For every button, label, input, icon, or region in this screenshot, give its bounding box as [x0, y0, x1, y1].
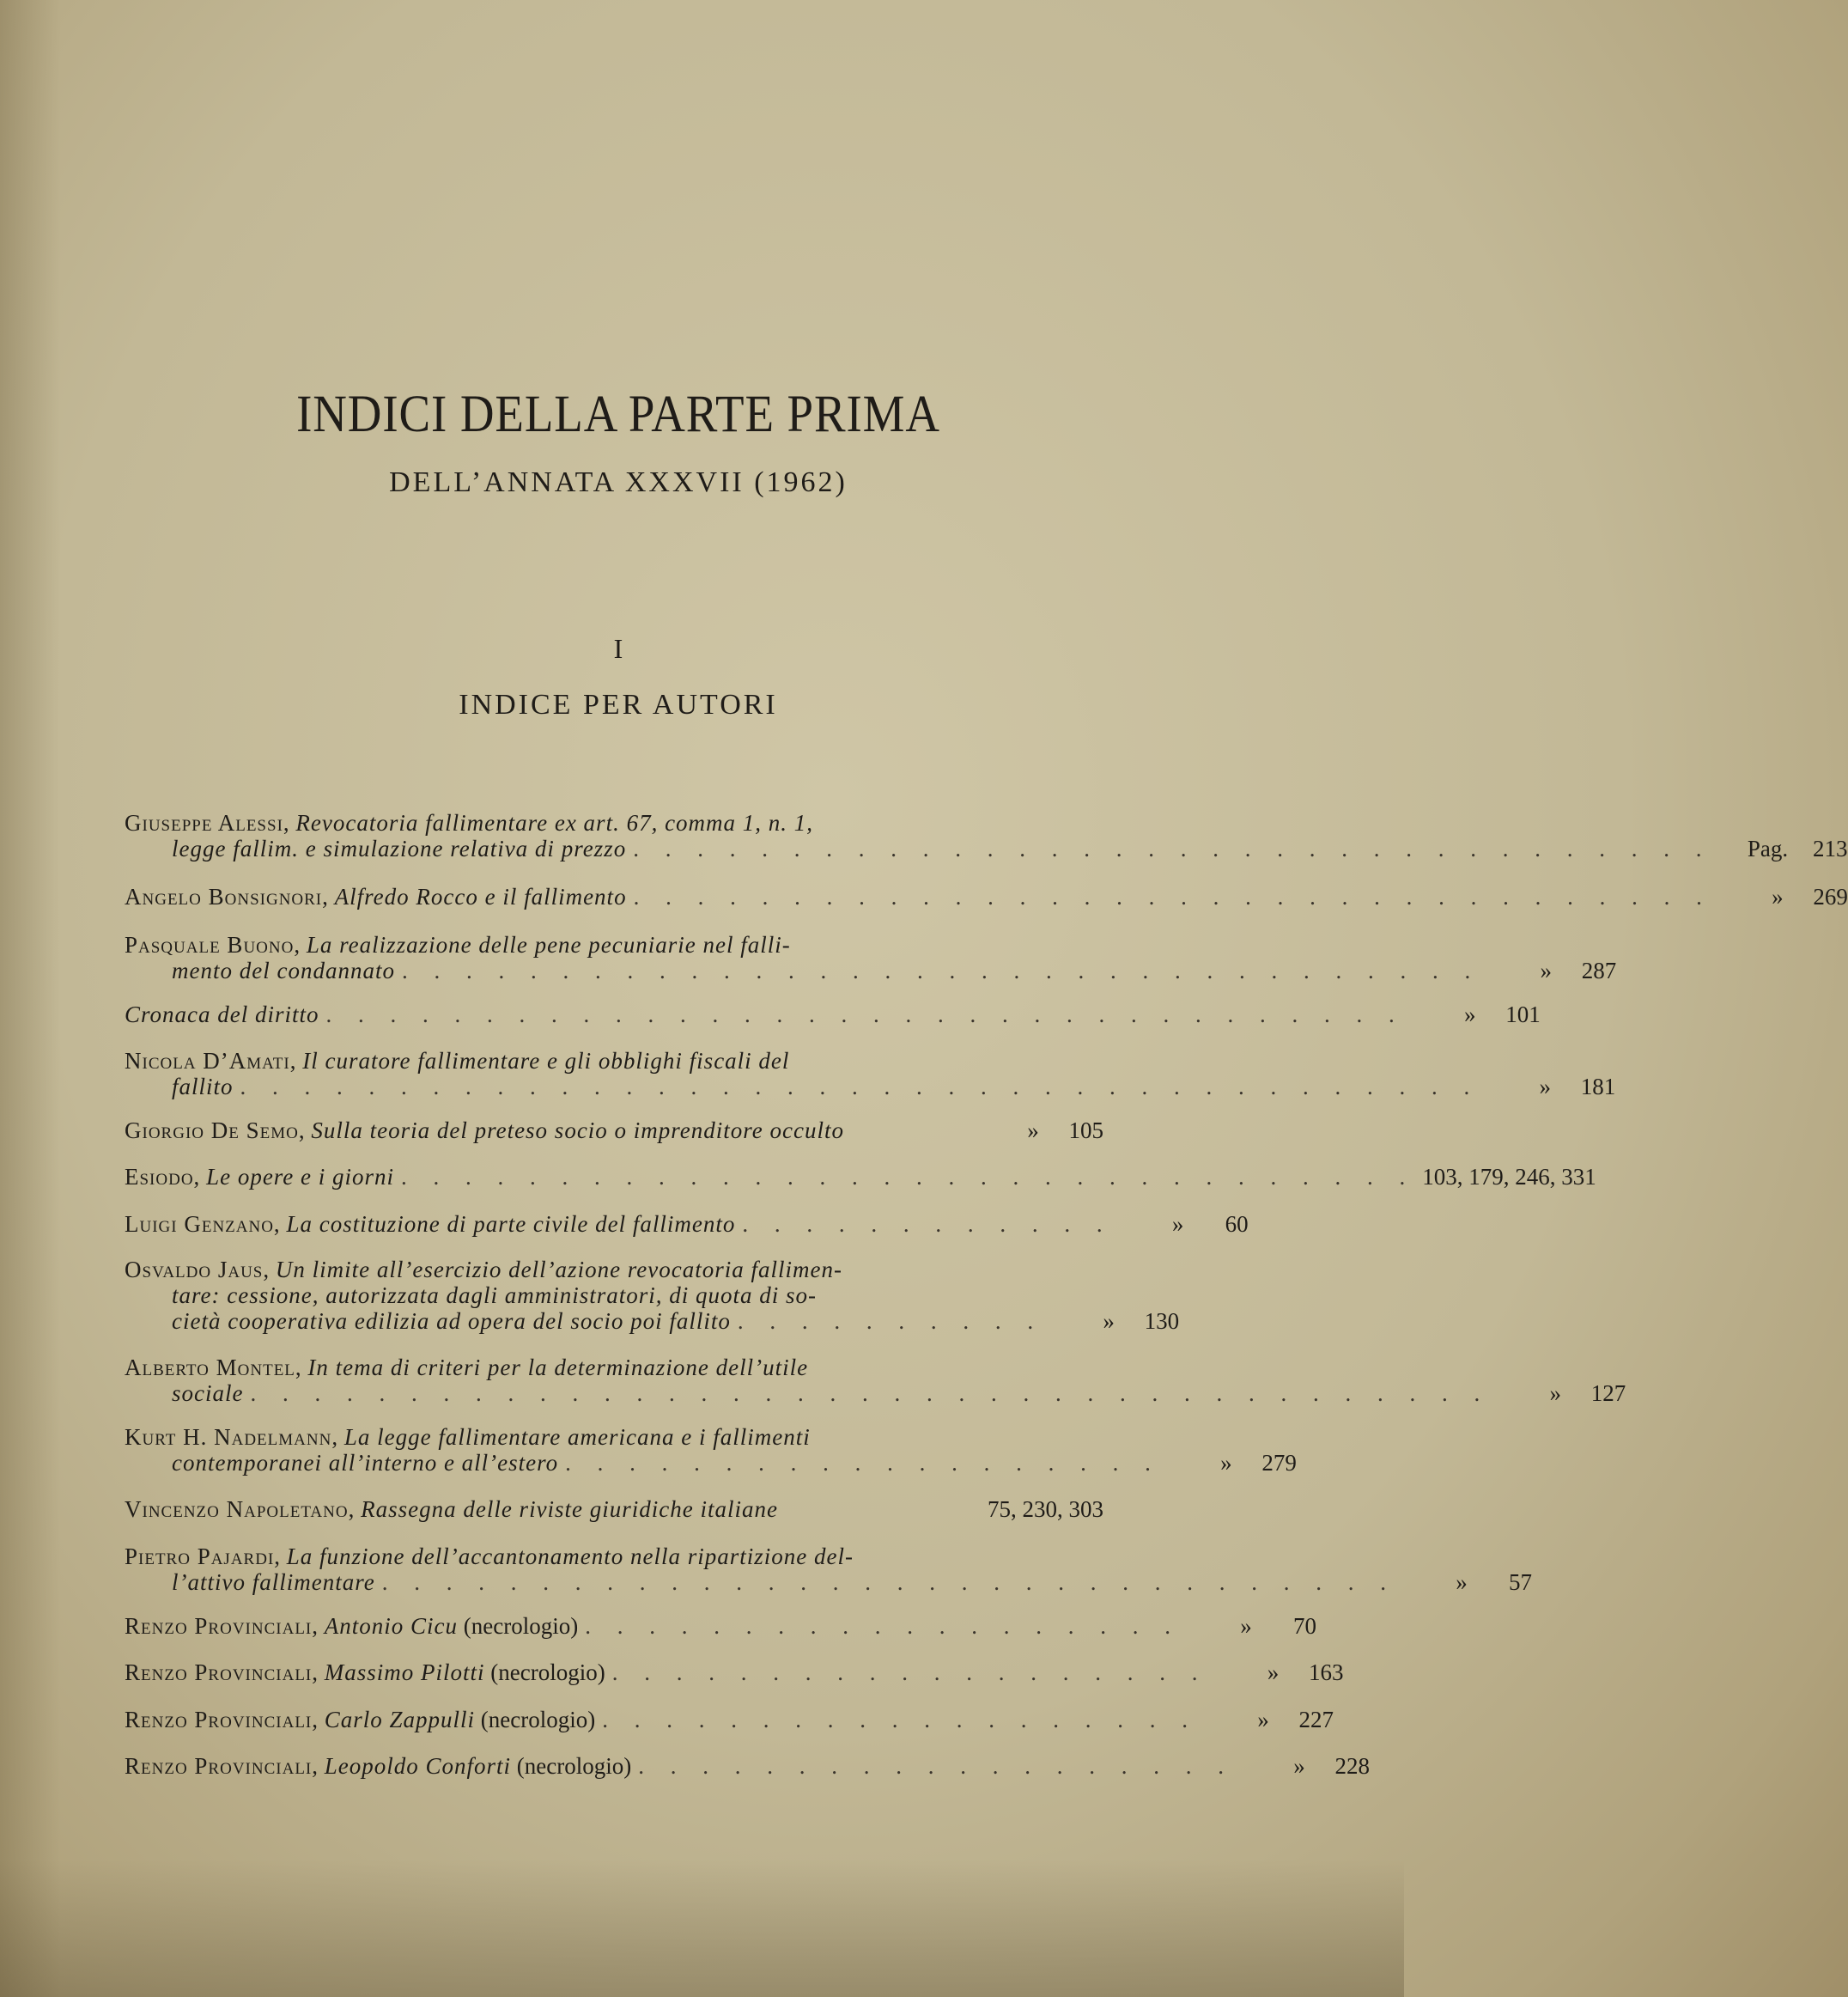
- entry-note: (necrologio): [490, 1659, 605, 1685]
- entry-note: (necrologio): [516, 1753, 632, 1779]
- index-entry: [125, 1659, 1344, 1685]
- entry-line: [125, 1117, 1103, 1143]
- entry-line: [125, 1707, 1334, 1732]
- entry-text: [125, 1707, 595, 1732]
- entry-text: [125, 1543, 854, 1569]
- page-prefix: »: [1293, 1753, 1305, 1779]
- index-entry: [125, 1613, 1316, 1639]
- index-entry: [125, 1164, 1596, 1190]
- page-numbers: 75, 230, 303: [988, 1496, 1103, 1522]
- page-prefix: »: [1220, 1450, 1232, 1476]
- entry-text: [125, 1164, 394, 1190]
- entry-text: [125, 1257, 842, 1282]
- entry-line: [125, 1282, 1103, 1308]
- entry-author: Pasquale Buono,: [125, 932, 301, 958]
- page-prefix: »: [1539, 1074, 1552, 1099]
- page-number: 287: [1581, 958, 1617, 983]
- page-number: 57: [1508, 1569, 1532, 1595]
- dot-leader: . . . . . . . . . . . . . . . . . . . . . . . . . . . . . . . . . .: [633, 884, 1712, 910]
- entry-text: [125, 932, 791, 958]
- entry-title: La funzione dell’accantonamento nella ripartizione del-: [286, 1543, 854, 1569]
- index-entry: [125, 1257, 1180, 1334]
- entry-author: Nicola D’Amati,: [125, 1048, 297, 1074]
- page-prefix: »: [1257, 1707, 1269, 1732]
- entry-title: Carlo Zappulli: [324, 1707, 476, 1732]
- entry-author: Giorgio De Semo,: [125, 1117, 306, 1143]
- dot-leader: . . . . . . . . . . . . . . . . . . .: [565, 1450, 1161, 1476]
- dot-leader: . . . . . . . . . . . . . . . . . . . . . . . . . . . . . . . . . .: [401, 958, 1481, 983]
- entry-text: [125, 1613, 578, 1639]
- entry-text: [125, 1424, 811, 1450]
- page-reference: [975, 1117, 1103, 1143]
- page-reference: [975, 1496, 1103, 1522]
- page-reference: [1168, 1450, 1297, 1476]
- page-reference: [1403, 1569, 1532, 1595]
- entry-line: [125, 1753, 1370, 1779]
- entry-note: (necrologio): [463, 1613, 579, 1639]
- page-reference: [1719, 884, 1848, 910]
- dot-leader: . . . . . . . . . . . . . . . . . . . . . . . . . . . . . . . . . .: [633, 836, 1712, 862]
- index-entry: [125, 1355, 1626, 1406]
- entry-line: [125, 1569, 1532, 1595]
- dot-leader: . . . . . . . . . . . .: [742, 1211, 1113, 1237]
- dot-leader: . . . . . . . . . . . . . . . . . . . . . . . . . . . . . . . .: [401, 1164, 1416, 1190]
- entry-author: Pietro Pajardi,: [125, 1543, 282, 1569]
- index-entry: [125, 1002, 1541, 1027]
- page-prefix: »: [1540, 958, 1552, 983]
- entry-text: [125, 884, 627, 910]
- page-prefix: »: [1171, 1211, 1184, 1237]
- page-number: 213: [1812, 836, 1848, 862]
- entry-title: Massimo Pilotti: [324, 1659, 485, 1685]
- dot-leader: . . . . . . . . . .: [737, 1308, 1044, 1334]
- entry-note: (necrologio): [480, 1707, 596, 1732]
- entry-line: [125, 958, 1617, 983]
- entry-line: [125, 836, 1848, 862]
- entry-line: [125, 884, 1848, 910]
- page-reference: [1050, 1308, 1179, 1334]
- entry-title-continued: legge fallim. e simulazione relativa di prezzo: [172, 836, 627, 862]
- page-prefix: »: [1027, 1117, 1039, 1143]
- page-number: 127: [1590, 1380, 1626, 1406]
- dot-leader: . . . . . . . . . . . . . . . . . . .: [611, 1659, 1208, 1685]
- entry-line: [125, 1074, 1616, 1099]
- index-entry: [125, 1753, 1370, 1779]
- entry-author: Luigi Genzano,: [125, 1211, 281, 1237]
- dot-leader: . . . . . . . . . . . . . . . . . . .: [638, 1753, 1234, 1779]
- page-reference: [1487, 958, 1616, 983]
- entry-title-continued: contemporanei all’interno e all’estero: [172, 1450, 559, 1476]
- entry-title: Cronaca del diritto: [125, 1002, 319, 1027]
- index-entry: [125, 932, 1617, 983]
- entry-author: Kurt H. Nadelmann,: [125, 1424, 339, 1450]
- page-reference: [1486, 1074, 1615, 1099]
- entry-line: [125, 1257, 1103, 1282]
- page-number: 279: [1261, 1450, 1297, 1476]
- entry-title: Antonio Cicu: [324, 1613, 458, 1639]
- entry-text: [125, 1048, 789, 1074]
- entry-title: Sulla teoria del preteso socio o imprenditore occulto: [311, 1117, 845, 1143]
- entry-title: Un limite all’esercizio dell’azione revocatoria fallimen-: [275, 1257, 842, 1282]
- entry-author: Vincenzo Napoletano,: [125, 1496, 356, 1522]
- page-number: 227: [1298, 1707, 1334, 1732]
- entry-line: [125, 932, 1103, 958]
- page-prefix: »: [1267, 1659, 1280, 1685]
- page-reference: [1120, 1211, 1249, 1237]
- entry-title: Revocatoria fallimentare ex art. 67, comma 1, n. 1,: [295, 810, 814, 836]
- entry-line: [125, 1613, 1316, 1639]
- entry-title: In tema di criteri per la determinazione dell’utile: [307, 1355, 809, 1380]
- page-prefix: »: [1103, 1308, 1115, 1334]
- page-reference: [1497, 1380, 1626, 1406]
- entry-line: [125, 1424, 1103, 1450]
- entry-title: Alfredo Rocco e il fallimento: [334, 884, 627, 910]
- entry-author: Giuseppe Alessi,: [125, 810, 290, 836]
- entry-text: [125, 810, 813, 836]
- page-reference: [1241, 1753, 1370, 1779]
- page-number: 269: [1813, 884, 1848, 910]
- entry-title-continued: cietà cooperativa edilizia ad opera del socio poi fallito: [172, 1308, 731, 1334]
- page-reference: [1718, 836, 1847, 862]
- dot-leader: . . . . . . . . . . . . . . . . . . .: [585, 1613, 1181, 1639]
- entry-line: [125, 1355, 1103, 1380]
- entry-title-continued: fallito: [172, 1074, 234, 1099]
- page-prefix: »: [1240, 1613, 1252, 1639]
- page-number: 70: [1292, 1613, 1316, 1639]
- entry-author: Renzo Provinciali,: [125, 1659, 319, 1685]
- entry-title: La realizzazione delle pene pecuniarie nel falli-: [306, 932, 791, 958]
- entry-title-continued: l’attivo fallimentare: [172, 1569, 375, 1595]
- entry-line: [125, 1002, 1541, 1027]
- index-entry: [125, 1424, 1297, 1476]
- entry-title-continued: sociale: [172, 1380, 244, 1406]
- entry-text: [125, 1211, 735, 1237]
- index-entry: [125, 1543, 1532, 1595]
- entry-title-continued: tare: cessione, autorizzata dagli amministratori, di quota di so-: [172, 1282, 818, 1308]
- page-reference: [1412, 1002, 1541, 1027]
- page-number: 130: [1144, 1308, 1180, 1334]
- page-reference: [1205, 1707, 1334, 1732]
- entry-title: Rassegna delle riviste giuridiche italiane: [361, 1496, 779, 1522]
- page-number: 181: [1580, 1074, 1616, 1099]
- entry-author: Angelo Bonsignori,: [125, 884, 329, 910]
- page-prefix: »: [1772, 884, 1784, 910]
- entry-text: [125, 1117, 844, 1143]
- dot-leader: . . . . . . . . . . . . . . . . . . . . . . . . . . . . . . . . . . . . . . .: [250, 1380, 1491, 1406]
- entry-text: [125, 1659, 605, 1685]
- entry-line: [125, 1048, 1103, 1074]
- page-prefix: Pag.: [1747, 836, 1789, 862]
- index-entry: [125, 1707, 1334, 1732]
- entry-author: Renzo Provinciali,: [125, 1613, 319, 1639]
- entry-line: [125, 1211, 1249, 1237]
- entry-title: Le opere e i giorni: [206, 1164, 395, 1190]
- page-reference: [1188, 1613, 1316, 1639]
- entry-line: [125, 1659, 1344, 1685]
- page-prefix: »: [1549, 1380, 1561, 1406]
- entry-line: [125, 1380, 1626, 1406]
- section-title: INDICE PER AUTORI: [459, 689, 778, 721]
- index-entry: [125, 884, 1848, 910]
- index-entry: [125, 810, 1848, 862]
- page-prefix: »: [1456, 1569, 1468, 1595]
- page-number: 228: [1334, 1753, 1370, 1779]
- page-number: 105: [1068, 1117, 1103, 1143]
- page-number: 163: [1308, 1659, 1344, 1685]
- entry-author: Alberto Montel,: [125, 1355, 302, 1380]
- entry-line: [125, 1450, 1297, 1476]
- entry-title-continued: mento del condannato: [172, 958, 395, 983]
- page-numbers: 103, 179, 246, 331: [1422, 1164, 1596, 1190]
- dot-leader: . . . . . . . . . . . . . . . . . . . . . . . . . . . . . . . .: [381, 1569, 1396, 1595]
- index-entry: [125, 1048, 1616, 1099]
- entry-author: Renzo Provinciali,: [125, 1707, 319, 1732]
- dot-leader: . . . . . . . . . . . . . . . . . . . . . . . . . . . . . . . . . . . . . . .: [240, 1074, 1480, 1099]
- entry-title: La legge fallimentare americana e i fallimenti: [343, 1424, 811, 1450]
- section-number: I: [613, 633, 623, 664]
- index-entry: [125, 1496, 1103, 1522]
- page-title: INDICI DELLA PARTE PRIMA: [296, 386, 940, 443]
- dot-leader: . . . . . . . . . . . . . . . . . . . . . . . . . . . . . . . . . .: [325, 1002, 1405, 1027]
- entry-title: Il curatore fallimentare e gli obblighi fiscali del: [302, 1048, 790, 1074]
- entry-text: [125, 1753, 631, 1779]
- page-subtitle: DELL’ANNATA XXXVII (1962): [389, 466, 848, 498]
- index-entry: [125, 1117, 1103, 1143]
- entry-line: [125, 810, 1103, 836]
- entry-text: [125, 1355, 808, 1380]
- page-reference: [1214, 1659, 1343, 1685]
- page-prefix: »: [1464, 1002, 1476, 1027]
- entry-author: Osvaldo Jaus,: [125, 1257, 271, 1282]
- entry-line: [125, 1543, 1103, 1569]
- entry-line: [125, 1308, 1180, 1334]
- entry-author: Renzo Provinciali,: [125, 1753, 319, 1779]
- entry-line: [125, 1164, 1596, 1190]
- entry-title: Leopoldo Conforti: [324, 1753, 512, 1779]
- page-number: 60: [1225, 1211, 1249, 1237]
- dot-leader: . . . . . . . . . . . . . . . . . . .: [602, 1707, 1198, 1732]
- entry-text: [125, 1496, 778, 1522]
- page-reference: [1422, 1164, 1596, 1190]
- entry-author: Esiodo,: [125, 1164, 201, 1190]
- index-entry: [125, 1211, 1249, 1237]
- entry-line: [125, 1496, 1103, 1522]
- entry-title: La costituzione di parte civile del fallimento: [286, 1211, 736, 1237]
- page-number: 101: [1505, 1002, 1541, 1027]
